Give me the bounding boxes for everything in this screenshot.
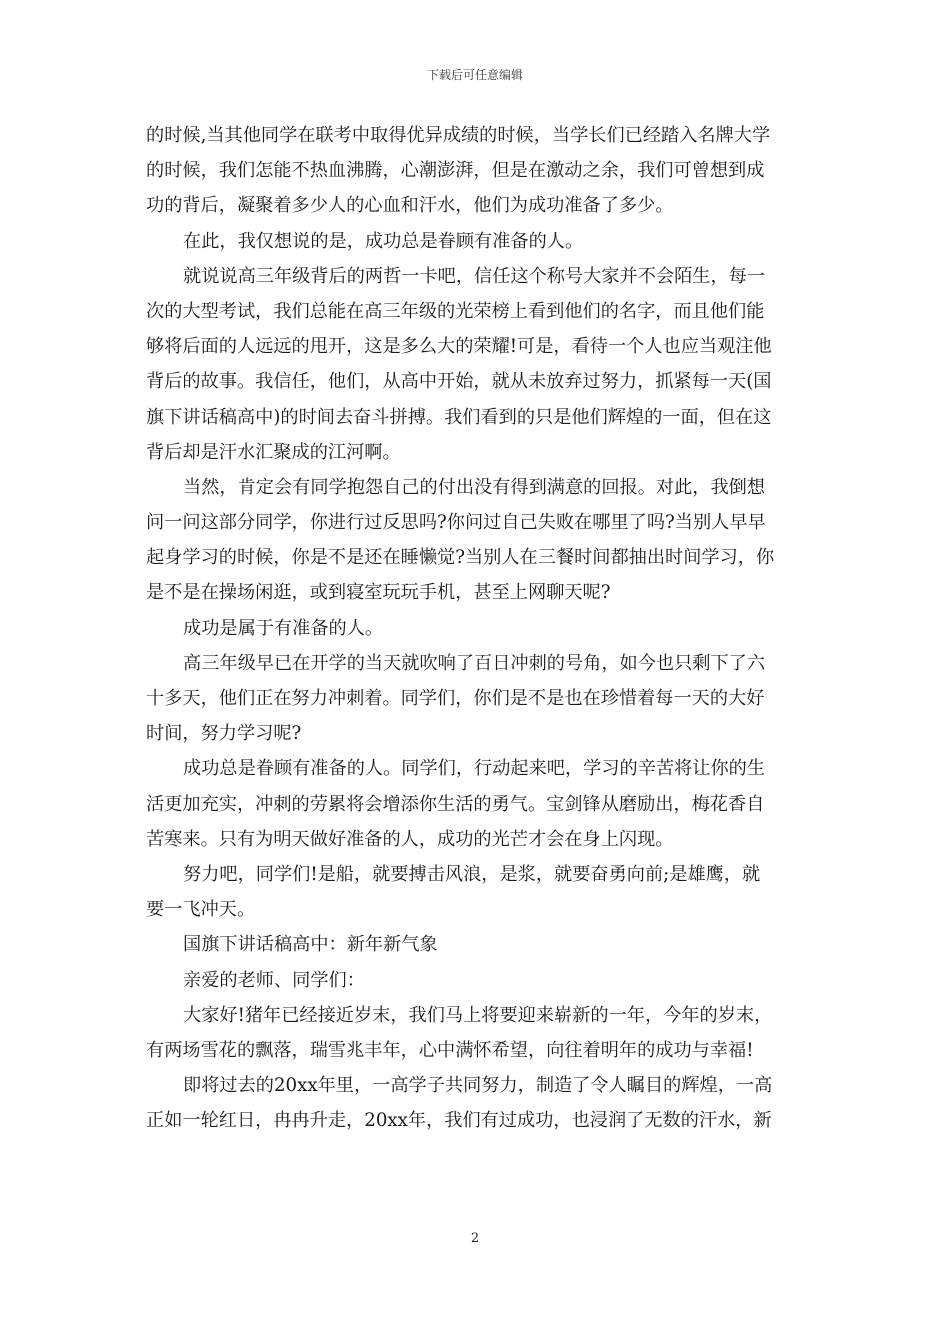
text-line: 的时候,当其他同学在联考中取得优异成绩的时候，当学长们已经踏入名牌大学 [146, 125, 771, 146]
page-number: 2 [470, 1231, 480, 1246]
text-line: 旗下讲话稿高中)的时间去奋斗拼搏。我们看到的只是他们辉煌的一面，但在这 [146, 406, 772, 428]
text-line: 功的背后，凝聚着多少人的心血和汗水，他们为成功准备了多少。 [146, 195, 674, 217]
text-line: 成功是属于有准备的人。 [183, 617, 384, 639]
page-header: 下载后可任意编辑 [426, 68, 523, 82]
text-line: 亲爱的老师、同学们： [183, 969, 365, 991]
text-line: 次的大型考试，我们总能在高三年级的光荣榜上看到他们的名字，而且他们能 [146, 300, 765, 322]
text-line: 成功总是眷顾有准备的人。同学们，行动起来吧，学习的辛苦将让你的生 [183, 758, 766, 780]
text-line: 在此，我仅想说的是，成功总是眷顾有准备的人。 [183, 230, 584, 252]
text-line: 背后的故事。我信任，他们，从高中开始，就从未放弃过努力，抓紧每一天(国 [146, 371, 772, 393]
text-line: 努力吧，同学们!是船，就要搏击风浪，是浆，就要奋勇向前;是雄鹰，就 [183, 863, 761, 885]
text-line: 时间，努力学习呢? [146, 723, 302, 745]
text-line: 活更加充实，冲刺的劳累将会增添你生活的勇气。宝剑锋从磨励出，梅花香自 [146, 793, 765, 815]
text-line: 国旗下讲话稿高中：新年新气象 [183, 934, 438, 956]
text-line: 苦寒来。只有为明天做好准备的人，成功的光芒才会在身上闪现。 [146, 828, 674, 850]
text-line: 当然，肯定会有同学抱怨自己的付出没有得到满意的回报。对此，我倒想 [183, 476, 766, 498]
text-line: 就说说高三年级背后的两哲一卡吧，信任这个称号大家并不会陌生，每一 [183, 265, 766, 287]
text-line: 够将后面的人远远的甩开，这是多么大的荣耀!可是，看待一个人也应当观注他 [146, 336, 772, 358]
text-line: 是不是在操场闲逛，或到寝室玩玩手机，甚至上网聊天呢? [146, 582, 611, 604]
text-line: 高三年级早已在开学的当天就吹响了百日冲刺的号角，如今也只剩下了六 [183, 652, 766, 674]
text-line: 正如一轮红日，冉冉升走，20xx年，我们有过成功，也浸润了无数的汗水，新 [146, 1110, 772, 1132]
text-line: 大家好!猪年已经接近岁末，我们马上将要迎来崭新的一年，今年的岁末， [183, 1004, 773, 1026]
text-line: 背后却是汗水汇聚成的江河啊。 [146, 441, 401, 463]
text-line: 有两场雪花的飘落，瑞雪兆丰年，心中满怀希望，向往着明年的成功与幸福! [146, 1039, 754, 1061]
text-line: 十多天，他们正在努力冲刺着。同学们，你们是不是也在珍惜着每一天的大好 [146, 688, 765, 709]
text-line: 要一飞冲天。 [146, 899, 256, 921]
text-line: 即将过去的20xx年里，一高学子共同努力，制造了令人瞩目的辉煌，一高 [183, 1075, 773, 1097]
text-line: 的时候，我们怎能不热血沸腾，心潮澎湃，但是在激动之余，我们可曾想到成 [146, 160, 765, 182]
document-body [146, 124, 806, 1144]
text-line: 问一问这部分同学，你进行过反思吗?你问过自己失败在哪里了吗?当别人早早 [146, 512, 766, 534]
text-line: 起身学习的时候，你是不是还在睡懒觉?当别人在三餐时间都抽出时间学习，你 [146, 547, 775, 569]
